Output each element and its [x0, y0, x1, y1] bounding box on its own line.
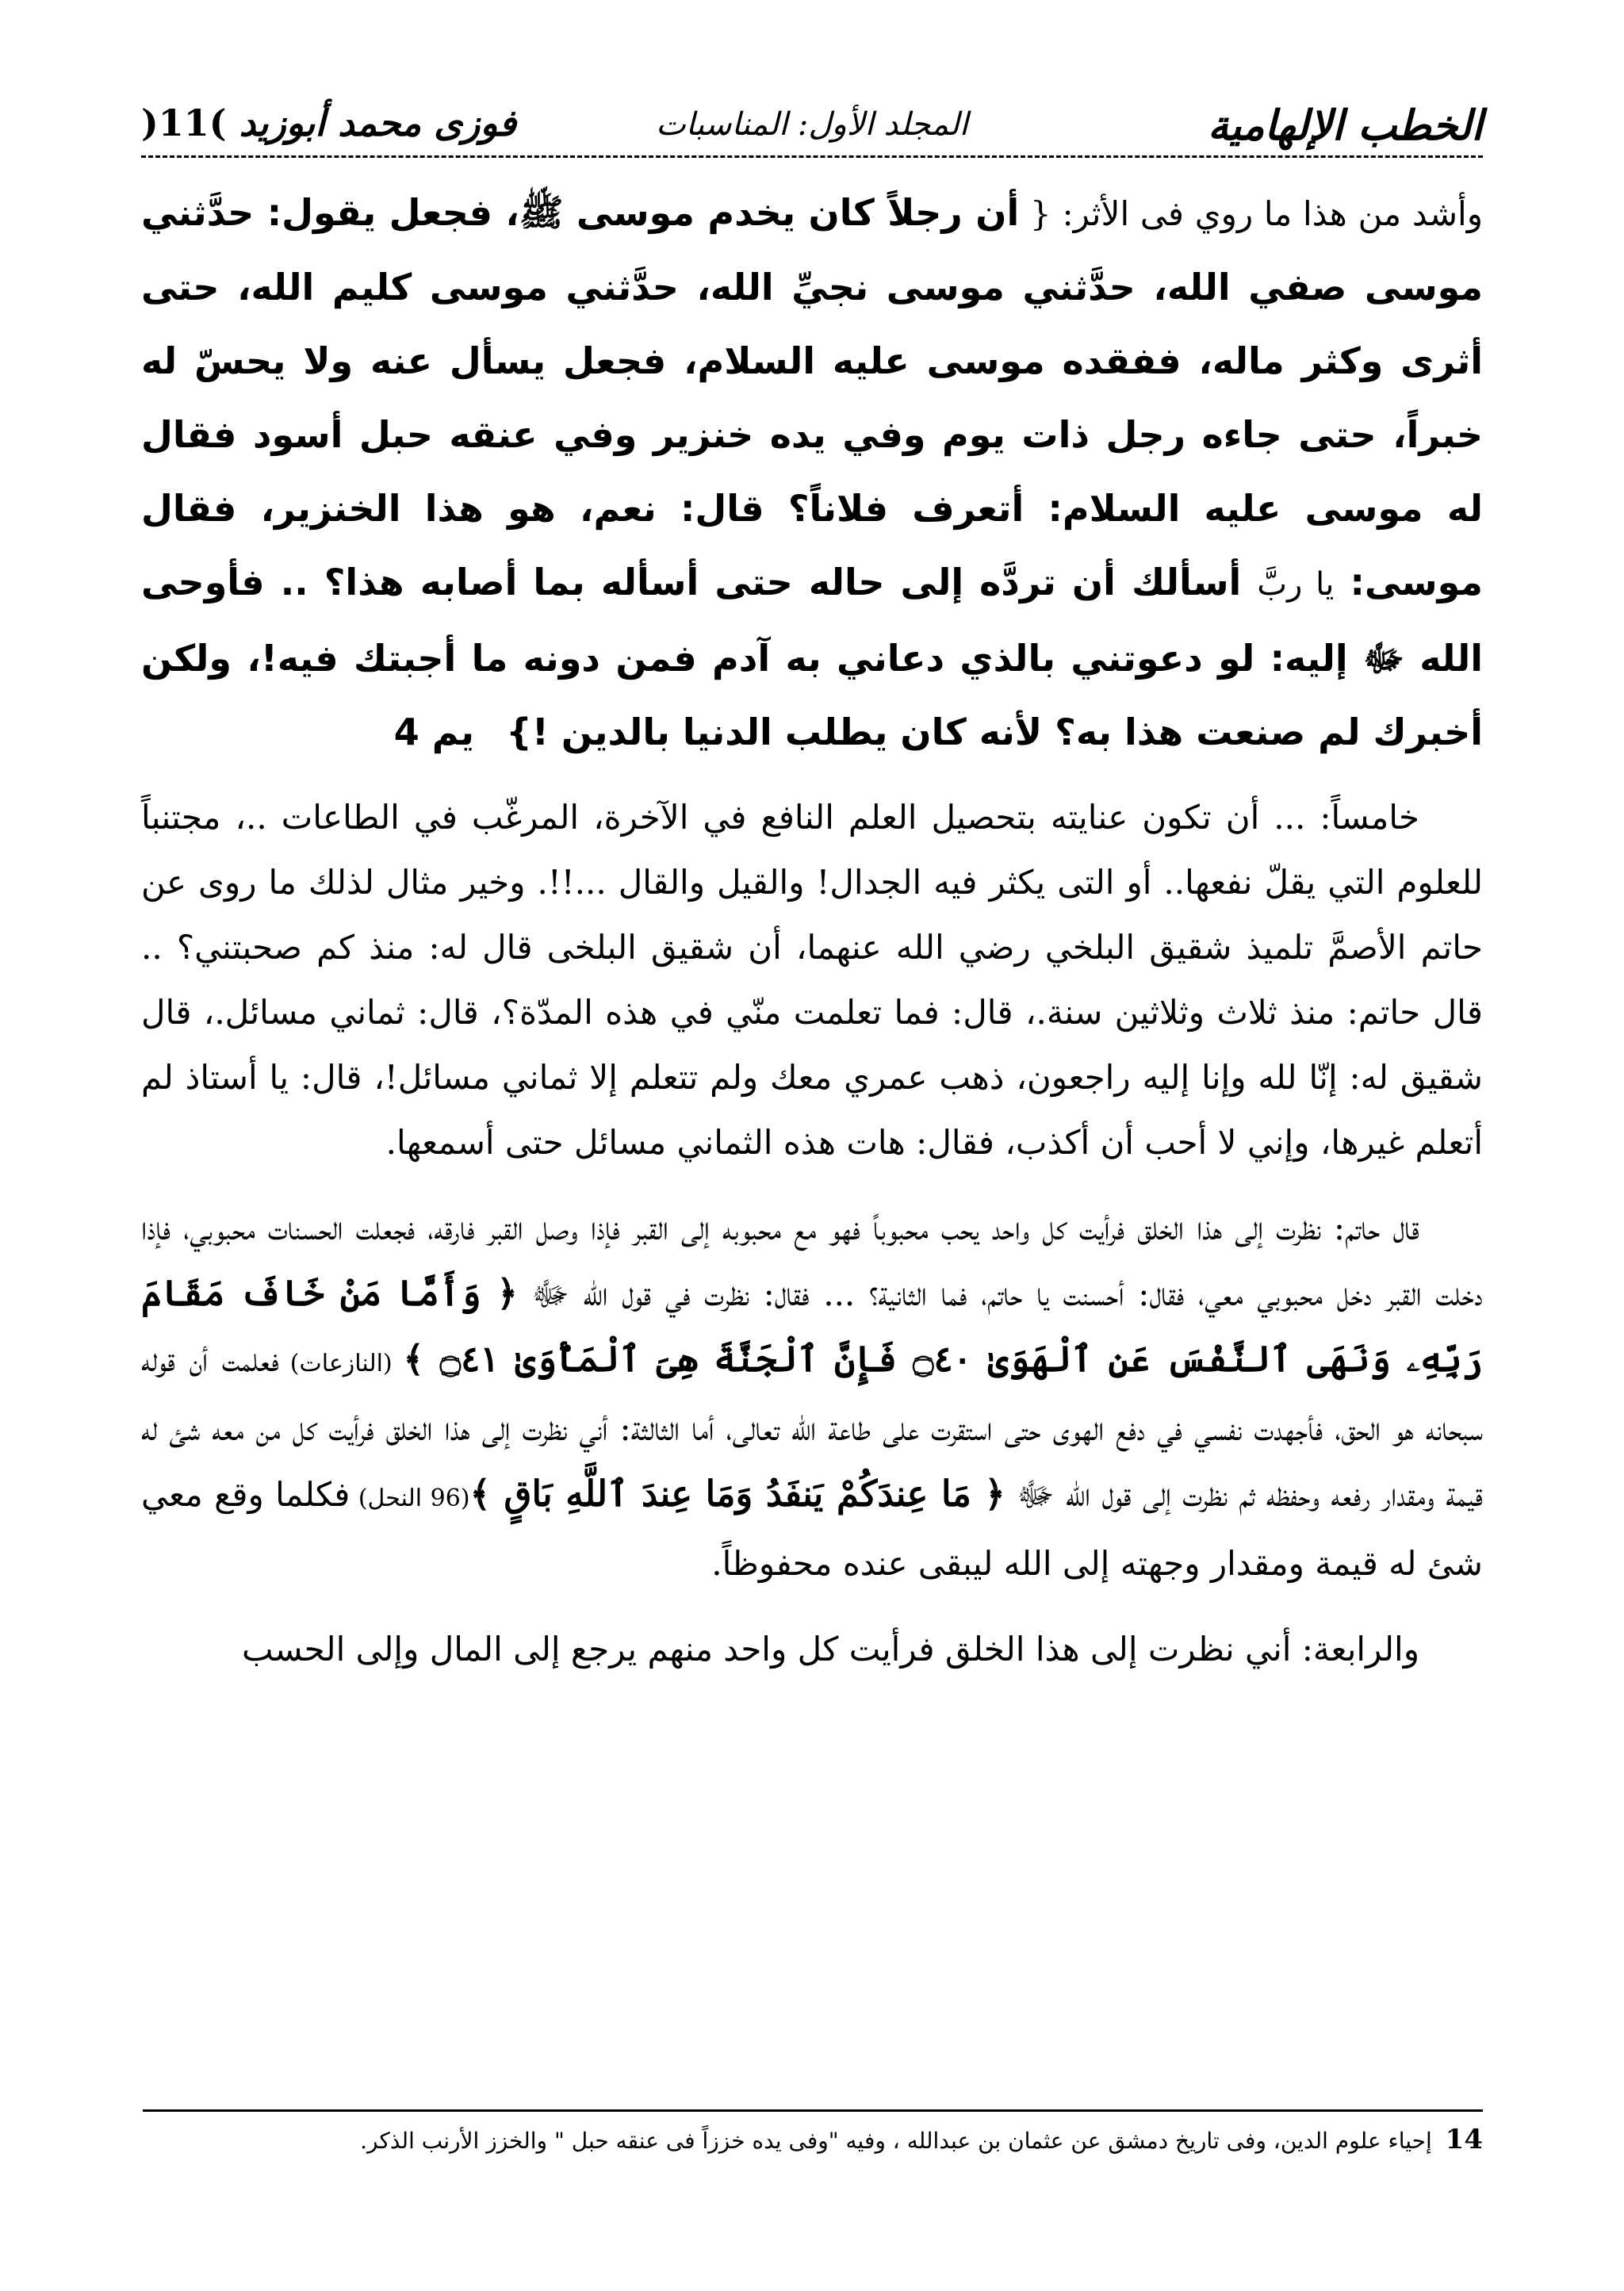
paragraph-hatim — [141, 1196, 1483, 1596]
quran-verse-naziat: ﴿ وَأَمَّا مَنْ خَافَ مَقَامَ رَبِّهِۦ وَنَهَى ٱلنَّفْسَ عَنِ ٱلْهَوَىٰ ۝٤٠ فَإِنَّ ٱلْجَنَّةَ هِىَ ٱلْمَأْوَىٰ ۝٤١ ﴾ — [141, 1272, 1483, 1380]
quran-verse-nahl: ﴿ مَا عِندَكُمْ يَنفَدُ وَمَا عِندَ ٱللَّهِ بَاقٍ ﴾ — [469, 1473, 1005, 1515]
athar-text-a: أن رجلاً كان يخدم موسى ﷺ، فجعل يقول: حدَّثني موسى صفي الله، حدَّثني موسى نجيِّ الله، حدَّثني موسى كليم الله، حتى أثرى وكثر ماله، ففقده موسى عليه السلام، فجعل يسأل عنه ولا يحسّ له خبراً، حتى جاءه رجل ذات يوم وفي يده خنزير وفي عنقه حبل أسود فقال له موسى عليه السلام: أتعرف فلاناً؟ قال: نعم، هو هذا الخنزير، فقال موسى: — [141, 191, 1483, 603]
page-body — [141, 176, 1483, 1703]
footnote — [141, 2122, 1483, 2159]
footnote-divider — [143, 2109, 1483, 2112]
paragraph-fifth: خامساً: ... أن تكون عنايته بتحصيل العلم النافع في الآخرة، المرغّب في الطاعات ..، مجتنباً للعلوم التي يقلّ نفعها.. أو التى يكثر فيه الجدال! والقيل والقال ...!!. وخير مثال لذلك ما روى عن حاتم الأصمَّ تلميذ شقيق البلخي رضي الله عنهما، أن شقيق البلخى قال له: منذ كم صحبتني؟ .. قال حاتم: منذ ثلاث وثلاثين سنة.، قال: فما تعلمت منّي في هذه المدّة؟، قال: ثماني مسائل.، قال شقيق له: إنّا لله وإنا إليه راجعون، ذهب عمري معك ولم تتعلم إلا ثماني مسائل!، قال: يا أستاذ لم أتعلم غيرها، وإني لا أحب أن أكذب، فقال: هات هذه الثماني مسائل حتى أسمعها. — [141, 798, 1483, 1162]
document-page — [141, 0, 1483, 2291]
page-number: )11( — [141, 102, 227, 144]
header-divider — [141, 155, 1483, 158]
page-header — [141, 102, 1483, 157]
volume-title: المجلد الأول: المناسبات — [656, 106, 968, 143]
athar-mark: يم 4 — [393, 711, 475, 753]
footnote-text: إحياء علوم الدين، وفى تاريخ دمشق عن عثمان بن عبدالله ، وفيه "وفى يده خززاً فى عنقه حبل " والخزز الأرنب الذكر. — [360, 2128, 1432, 2154]
surah-ref-nahl: (96 النحل) — [350, 1485, 470, 1512]
athar-text-b: أسألك أن تردَّه إلى حاله حتى أسأله بما أصابه هذا؟ .. فأوحى الله ﷻ إليه: لو دعوتني بالذي دعاني به آدم فمن دونه ما أجبتك فيه!، ولكن أخبرك لم صنعت هذا به؟ لأنه كان يطلب الدنيا بالدين !} — [141, 561, 1483, 753]
hatim-text-2: فعلمت أن قوله سبحانه هو الحق، فأجهدت نفسي في دفع الهوى حتى استقرت على طاعة الله تعالى، أما الثالثة: أني نظرت إلى هذا الخلق فرأيت كل من معه شئ له قيمة ومقدار رفعه وحفظه ثم نظرت إلى قول الله ﷻ — [141, 1340, 1484, 1514]
footnote-number: 14 — [1445, 2124, 1483, 2155]
hatim-text-1: قال حاتم: نظرت إلى هذا الخلق فرأيت كل واحد يحب محبوباً فهو مع محبوبه إلى القبر فإذا وصل القبر فارقه، فجعلت الحسنات محبوبي، فإذا دخلت القبر دخل محبوبي معي، فقال: أحسنت يا حاتم، فما الثانية؟ ... فقال: نظرت في قول الله ﷻ — [141, 1209, 1483, 1313]
paragraph-athar — [141, 176, 1483, 769]
athar-inline: يا ربَّ — [1257, 566, 1335, 603]
author-page-number — [141, 102, 516, 144]
surah-ref-naziat: (النازعات) — [278, 1350, 404, 1377]
athar-lead: وأشد من هذا ما روي فى الأثر: { — [1019, 194, 1484, 233]
paragraph-fourth: والرابعة: أني نظرت إلى هذا الخلق فرأيت كل واحد منهم يرجع إلى المال وإلى الحسب — [241, 1630, 1419, 1668]
book-title: الخطب الإلهامية — [1208, 102, 1483, 150]
hatim-text-3: فكلما وقع معي شئ له قيمة ومقدار وجهته إلى الله ليبقى عنده محفوظاً. — [141, 1475, 1483, 1583]
author-name: فوزى محمد أبوزيد — [239, 102, 517, 144]
